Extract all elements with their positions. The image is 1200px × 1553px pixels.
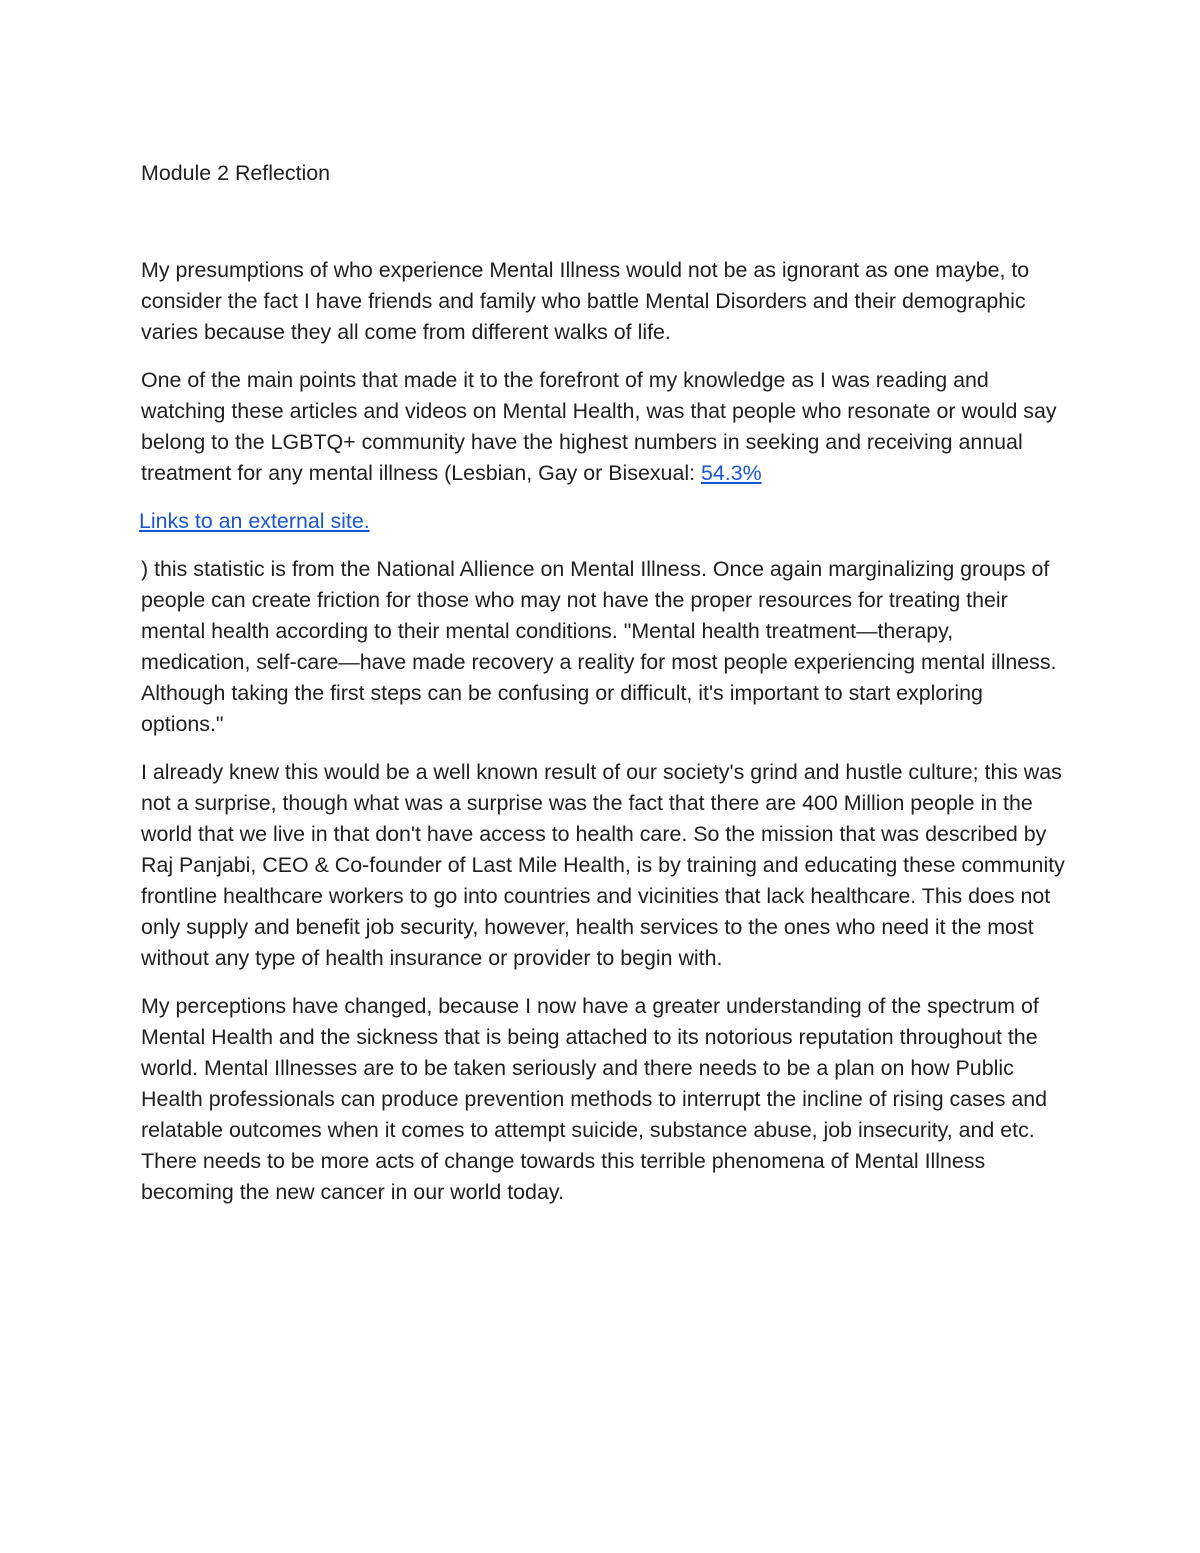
external-link-line <box>139 506 1066 537</box>
statistic-link[interactable]: 54.3% <box>700 461 762 485</box>
paragraph-presumptions: My presumptions of who experience Mental Illness would not be as ignorant as one maybe, to consider the fact I have friends and family who battle Mental Disorders and their demographic varies because they all come from different walks of life. <box>141 258 1030 344</box>
paragraph-main-points-text: One of the main points that made it to the forefront of my knowledge as I was reading and watching these articles and videos on Mental Health, was that people who resonate or would say belong to the LGBTQ+ community have the highest numbers in seeking and receiving annual treatment for any mental illness (Lesbian, Gay or Bisexual: <box>141 368 1057 485</box>
document-body <box>141 158 1066 1225</box>
document-title: Module 2 Reflection <box>141 161 331 185</box>
external-site-link[interactable]: Links to an external site. <box>139 509 370 533</box>
paragraph-main-points <box>141 365 1066 489</box>
paragraph-perceptions: My perceptions have changed, because I now have a greater understanding of the spectrum of Mental Health and the sickness that is being attached to its notorious reputation throughout the world. Mental Illnesses are to be taken seriously and there needs to be a plan on how Public Health professionals can produce prevention methods to interrupt the incline of rising cases and relatable outcomes when it comes to attempt suicide, substance abuse, job insecurity, and etc. There needs to be more acts of change towards this terrible phenomena of Mental Illness becoming the new cancer in our world today. <box>141 994 1048 1204</box>
paragraph-healthcare-access: I already knew this would be a well known result of our society's grind and hustle culture; this was not a surprise, though what was a surprise was the fact that there are 400 Million people in the world that we live in that don't have access to health care. So the mission that was described by Raj Panjabi, CEO & Co-founder of Last Mile Health, is by training and educating these community frontline healthcare workers to go into countries and vicinities that lack healthcare. This does not only supply and benefit job security, however, health services to the ones who need it the most without any type of health insurance or provider to begin with. <box>141 760 1065 970</box>
paragraph-statistic-source: ) this statistic is from the National Allience on Mental Illness. Once again marginalizing groups of people can create friction for those who may not have the proper resources for treating their mental health according to their mental conditions. "Mental health treatment—therapy, medication, self-care—have made recovery a reality for most people experiencing mental illness. Although taking the first steps can be confusing or difficult, it's important to start exploring options." <box>141 557 1057 736</box>
